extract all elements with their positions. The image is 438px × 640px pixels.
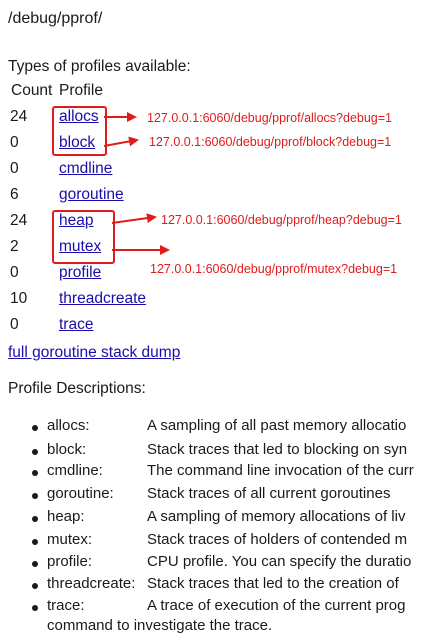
description-text: The command line invocation of the curr	[147, 462, 414, 479]
profile-link-cmdline[interactable]: cmdline	[59, 160, 113, 177]
page-title: /debug/pprof/	[8, 10, 103, 27]
description-name: profile:	[47, 553, 93, 570]
description-name: heap:	[47, 508, 85, 525]
profile-count: 0	[10, 134, 19, 151]
description-name: mutex:	[47, 531, 93, 548]
descriptions-heading: Profile Descriptions:	[8, 380, 146, 397]
description-text: Stack traces that led to blocking on syn	[147, 441, 408, 458]
profile-count: 24	[10, 212, 28, 229]
description-name: allocs:	[47, 417, 90, 434]
profile-link-trace[interactable]: trace	[59, 316, 94, 333]
arrow-block	[104, 140, 137, 146]
description-text: A sampling of all past memory allocatio	[147, 417, 407, 434]
annotation-url-mutex: 127.0.0.1:6060/debug/pprof/mutex?debug=1	[150, 262, 398, 276]
profile-link-profile[interactable]: profile	[59, 264, 102, 281]
description-name: threadcreate:	[47, 575, 136, 592]
profile-link-goroutine[interactable]: goroutine	[59, 186, 124, 203]
description-name: block:	[47, 441, 87, 458]
description-text: A sampling of memory allocations of liv	[147, 508, 406, 525]
description-continuation: command to investigate the trace.	[47, 617, 273, 634]
profile-link-threadcreate[interactable]: threadcreate	[59, 290, 147, 307]
arrow-heap	[112, 217, 155, 223]
description-text: CPU profile. You can specify the duratio	[147, 553, 412, 570]
full-goroutine-dump-link[interactable]: full goroutine stack dump	[8, 344, 181, 361]
description-name: trace:	[47, 597, 85, 614]
annotation-url-heap: 127.0.0.1:6060/debug/pprof/heap?debug=1	[161, 213, 402, 227]
description-text: A trace of execution of the current prog	[147, 597, 406, 614]
profile-count: 0	[10, 160, 19, 177]
profile-link-block[interactable]: block	[59, 134, 96, 151]
profiles-heading: Types of profiles available:	[8, 58, 191, 75]
annotation-url-allocs: 127.0.0.1:6060/debug/pprof/allocs?debug=1	[147, 111, 393, 125]
profile-count: 10	[10, 290, 28, 307]
profile-count: 24	[10, 108, 28, 125]
description-text: Stack traces that led to the creation of	[147, 575, 399, 592]
description-name: cmdline:	[47, 462, 103, 479]
profile-count: 0	[10, 264, 19, 281]
profile-count: 0	[10, 316, 19, 333]
annotation-url-block: 127.0.0.1:6060/debug/pprof/block?debug=1	[149, 135, 392, 149]
column-header-profile: Profile	[59, 82, 103, 99]
description-text: Stack traces of all current goroutines	[147, 485, 391, 502]
description-text: Stack traces of holders of contended m	[147, 531, 408, 548]
profile-count: 6	[10, 186, 19, 203]
profile-link-heap[interactable]: heap	[59, 212, 94, 229]
profile-count: 2	[10, 238, 19, 255]
profile-link-mutex[interactable]: mutex	[59, 238, 102, 255]
profile-link-allocs[interactable]: allocs	[59, 108, 99, 125]
column-header-count: Count	[11, 82, 53, 99]
description-name: goroutine:	[47, 485, 114, 502]
